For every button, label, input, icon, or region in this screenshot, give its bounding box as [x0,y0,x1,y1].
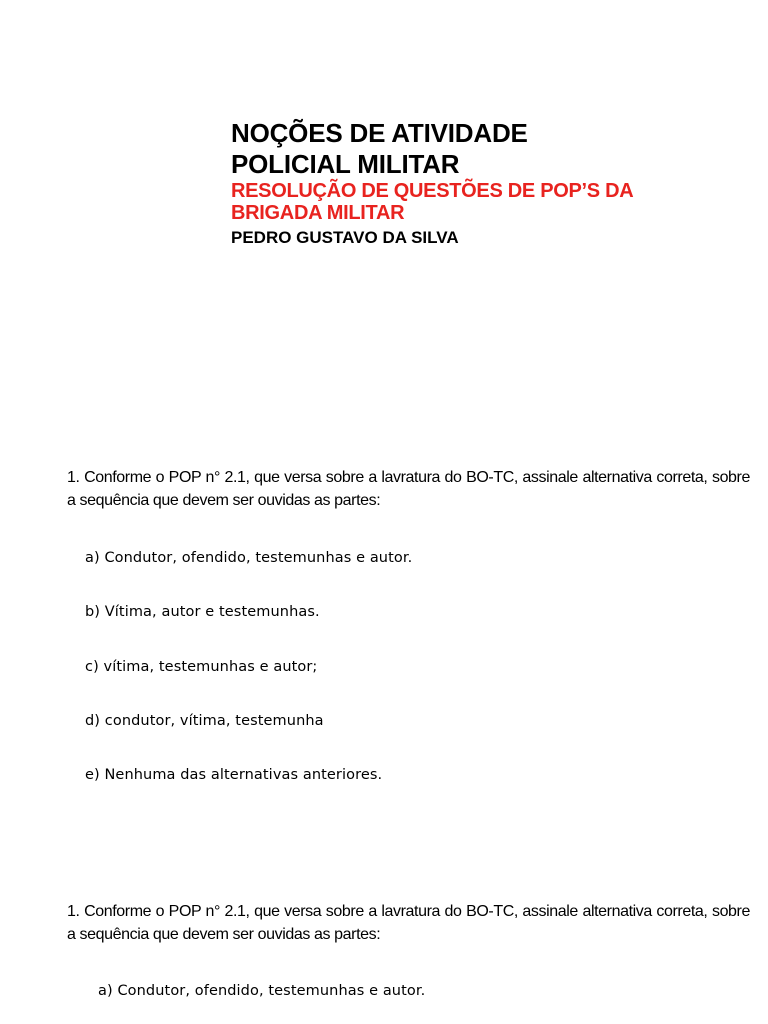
question-2-text: 1. Conforme o POP n° 2.1, que versa sobre a lavratura do BO-TC, assinale alternativa correta, sobre a sequência que devem ser ouvidas as partes: [67,903,750,943]
subtitle-line-2: BRIGADA MILITAR [231,202,405,224]
subtitle-line-1: RESOLUÇÃO DE QUESTÕES DE POP’S DA [231,180,634,202]
author-name: PEDRO GUSTAVO DA SILVA [231,228,459,247]
title-block [231,118,731,250]
page-title-line-2: POLICIAL MILITAR [231,149,460,179]
question-1-option-a: a) Condutor, ofendido, testemunhas e autor. [85,550,413,566]
question-1-option-b: b) Vítima, autor e testemunhas. [85,604,320,620]
page-title-line-1: NOÇÕES DE ATIVIDADE [231,118,528,148]
question-1-option-c: c) vítima, testemunhas e autor; [85,659,318,675]
question-1-option-e: e) Nenhuma das alternativas anteriores. [85,767,383,783]
question-1-option-d: d) condutor, vítima, testemunha [85,713,324,729]
question-1-text: 1. Conforme o POP n° 2.1, que versa sobre a lavratura do BO-TC, assinale alternativa correta, sobre a sequência que devem ser ouvidas as partes: [67,469,750,509]
question-2-option-a: a) Condutor, ofendido, testemunhas e autor. [98,983,426,999]
